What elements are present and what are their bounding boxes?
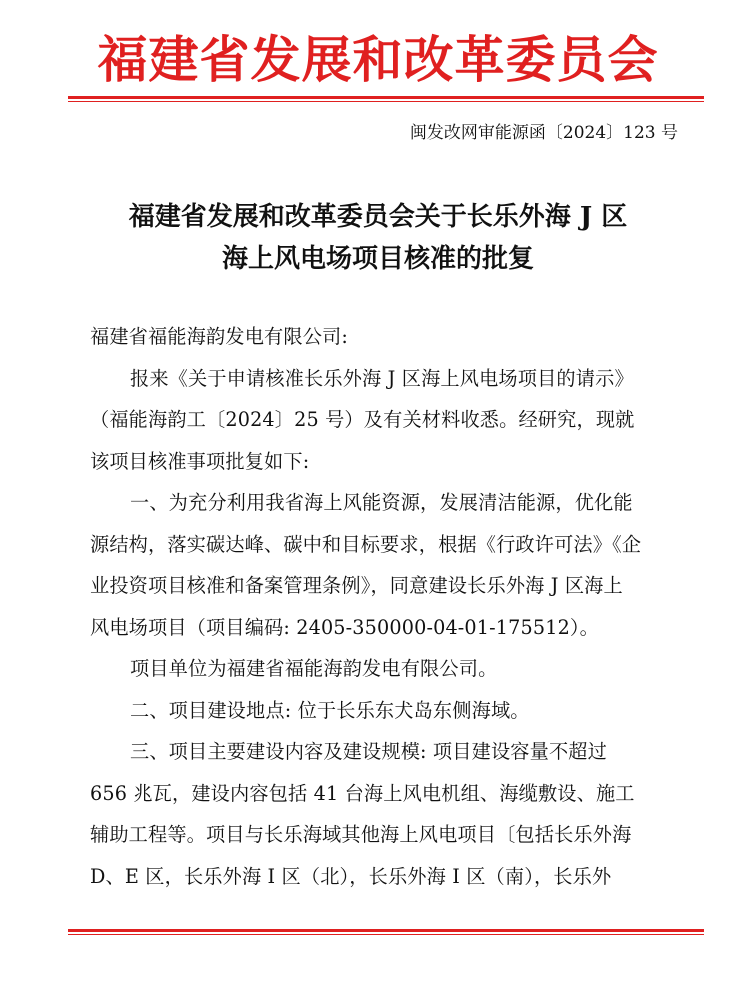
footer-rule-thick: [68, 929, 704, 932]
document-body: [90, 316, 690, 897]
body-line: 三、项目主要建设内容及建设规模: 项目建设容量不超过: [130, 740, 607, 763]
body-line: 辅助工程等。项目与长乐海域其他海上风电项目〔包括长乐外海: [90, 823, 632, 846]
document-title: [0, 196, 756, 280]
body-line: 业投资项目核准和备案管理条例》，同意建设长乐外海 J 区海上: [90, 574, 623, 597]
body-line: 该项目核准事项批复如下:: [90, 449, 310, 473]
footer-rule-thin: [68, 934, 704, 935]
body-line: （福能海韵工〔2024〕25 号）及有关材料收悉。经研究，现就: [90, 408, 635, 431]
body-line: 一、为充分利用我省海上风能资源，发展清洁能源，优化能: [130, 491, 633, 514]
title-line-1: 福建省发展和改革委员会关于长乐外海 J 区: [128, 202, 628, 232]
header-rule-thin: [68, 101, 704, 102]
body-line: 二、项目建设地点: 位于长乐东犬岛东侧海域。: [130, 698, 530, 722]
salutation: 福建省福能海韵发电有限公司:: [90, 325, 349, 348]
body-line: 项目单位为福建省福能海韵发电有限公司。: [130, 657, 498, 680]
body-line: 源结构，落实碳达峰、碳中和目标要求，根据《行政许可法》《企: [90, 532, 642, 556]
document-number: 闽发改网审能源函〔2024〕123 号: [409, 123, 678, 143]
body-line: 报来《关于申请核准长乐外海 J 区海上风电场项目的请示》: [130, 366, 634, 390]
body-line: 656 兆瓦，建设内容包括 41 台海上风电机组、海缆敷设、施工: [90, 781, 635, 805]
header-rule-thick: [68, 96, 704, 99]
org-name-header: 福建省发展和改革委员会: [97, 30, 659, 89]
body-line: 风电场项目（项目编码: 2405-350000-04-01-175512）。: [90, 615, 599, 639]
title-line-2: 海上风电场项目核准的批复: [221, 244, 534, 274]
body-line: D、E 区，长乐外海 I 区（北），长乐外海 I 区（南），长乐外: [90, 864, 612, 888]
